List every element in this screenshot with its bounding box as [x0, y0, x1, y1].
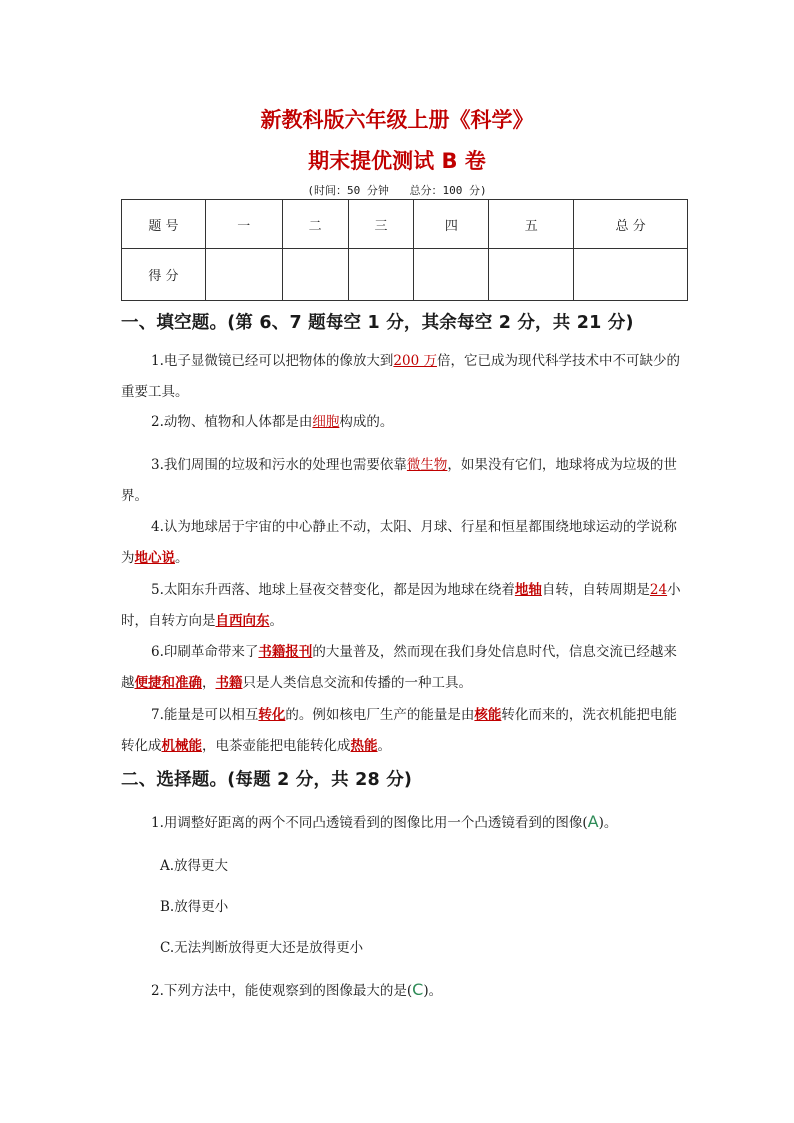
answer-blank: 细胞: [312, 414, 340, 430]
score-table: [121, 199, 688, 301]
answer-blank: 核能: [474, 707, 502, 723]
answer-blank: 转化: [258, 707, 286, 723]
score-table-score-row: [122, 249, 688, 301]
answer-blank: 200 万: [393, 353, 437, 369]
title-line-2: 期末提优测试 B 卷: [308, 149, 486, 173]
score-cell: [574, 249, 688, 301]
score-cell: [414, 249, 489, 301]
exam-time: (时间：50 分钟: [307, 184, 389, 197]
exam-info: [0, 182, 794, 198]
option-b: B.放得更小: [160, 899, 229, 915]
header-cell-total: 总 分: [574, 200, 688, 249]
section2-heading: 二、选择题。(每题 2 分，共 28 分): [121, 770, 413, 790]
answer-blank: 地轴: [514, 582, 542, 598]
choice-answer: C: [412, 980, 424, 999]
answer-blank: 地心说: [134, 550, 175, 566]
fill-question-4: 4.认为地球居于宇宙的中心静止不动，太阳、月球、行星和恒星都围绕地球运动的学说称为地心说。: [121, 519, 677, 566]
fill-question-1: 1.电子显微镜已经可以把物体的像放大到200 万倍，它已成为现代科学技术中不可缺少的重要工具。: [121, 353, 680, 400]
fill-question-6: 6.印刷革命带来了书籍报刊的大量普及，然而现在我们身处信息时代，信息交流已经越来越便捷和准确，书籍只是人类信息交流和传播的一种工具。: [121, 644, 677, 691]
score-cell: [282, 249, 348, 301]
exam-total-score: 总分：100 分): [409, 184, 487, 197]
score-cell: [489, 249, 574, 301]
score-row-label: 得 分: [122, 249, 206, 301]
answer-blank: 24: [649, 582, 668, 598]
answer-blank: 书籍: [215, 675, 243, 691]
answer-blank: 热能: [350, 738, 378, 754]
header-cell-1: 一: [205, 200, 282, 249]
choice-question-2: 2.下列方法中，能使观察到的图像最大的是(C)。: [151, 980, 443, 999]
choice-question-1: 1.用调整好距离的两个不同凸透镜看到的图像比用一个凸透镜看到的图像(A)。: [151, 812, 618, 831]
option-a: A.放得更大: [160, 858, 229, 874]
header-cell-question-no: 题 号: [122, 200, 206, 249]
header-cell-4: 四: [414, 200, 489, 249]
score-cell: [348, 249, 414, 301]
answer-blank: 书籍报刊: [258, 644, 313, 660]
score-cell: [205, 249, 282, 301]
answer-blank: 机械能: [161, 738, 202, 754]
section1-heading: 一、填空题。(第 6、7 题每空 1 分，其余每空 2 分，共 21 分): [121, 313, 634, 333]
header-cell-5: 五: [489, 200, 574, 249]
answer-blank: 微生物: [406, 457, 448, 473]
score-table-header-row: [122, 200, 688, 249]
header-cell-2: 二: [282, 200, 348, 249]
fill-question-2: 2.动物、植物和人体都是由细胞构成的。: [151, 414, 394, 430]
answer-blank: 自西向东: [215, 613, 270, 629]
answer-blank: 便捷和准确: [134, 675, 202, 691]
title-line-1: 新教科版六年级上册《科学》: [260, 108, 534, 132]
fill-question-7: 7.能量是可以相互转化的。例如核电厂生产的能量是由核能转化而来的，洗衣机能把电能转化成机械能，电茶壶能把电能转化成热能。: [121, 707, 677, 754]
option-c: C.无法判断放得更大还是放得更小: [160, 940, 364, 956]
fill-question-5: 5.太阳东升西落、地球上昼夜交替变化，都是因为地球在绕着地轴自转，自转周期是24小时，自转方向是自西向东。: [121, 582, 681, 629]
header-cell-3: 三: [348, 200, 414, 249]
fill-question-3: 3.我们周围的垃圾和污水的处理也需要依靠微生物，如果没有它们，地球将成为垃圾的世界。: [121, 457, 677, 504]
choice-answer: A: [587, 812, 599, 831]
